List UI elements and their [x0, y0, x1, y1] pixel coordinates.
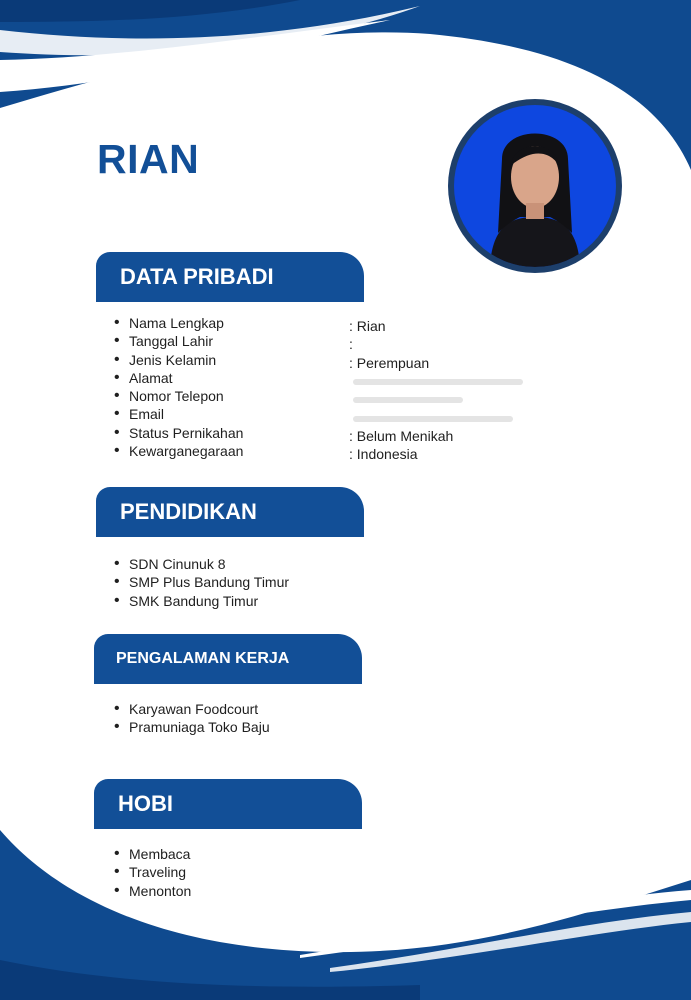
label-jenis-kelamin: • Jenis Kelamin	[110, 351, 243, 369]
label-email: • Email	[110, 405, 243, 423]
education-item: • SDN Cinunuk 8	[110, 555, 289, 573]
work-experience-item: • Karyawan Foodcourt	[110, 700, 270, 718]
value-status-pernikahan: : Belum Menikah	[349, 427, 454, 444]
avatar-illustration	[454, 105, 616, 267]
label-nomor-telepon: • Nomor Telepon	[110, 387, 243, 405]
value-jenis-kelamin: : Perempuan	[349, 354, 430, 371]
value-tanggal-lahir: :	[349, 336, 353, 353]
hobby-list	[110, 845, 191, 900]
redacted-text	[353, 416, 513, 422]
redacted-text	[353, 379, 523, 385]
work-experience-list	[110, 700, 270, 737]
label-status-pernikahan: • Status Pernikahan	[110, 424, 243, 442]
profile-photo	[448, 99, 622, 273]
label-kewarganegaraan: • Kewarganegaraan	[110, 442, 243, 460]
education-item: • SMP Plus Bandung Timur	[110, 573, 289, 591]
section-header-pengalaman-kerja: PENGALAMAN KERJA	[94, 634, 362, 684]
hobby-item: • Traveling	[110, 863, 191, 881]
education-list	[110, 555, 289, 610]
section-header-hobi: HOBI	[94, 779, 362, 829]
personal-data-values	[349, 317, 523, 463]
education-item: • SMK Bandung Timur	[110, 592, 289, 610]
redacted-text	[353, 397, 463, 403]
label-nama-lengkap: • Nama Lengkap	[110, 314, 243, 332]
section-header-pendidikan: PENDIDIKAN	[96, 487, 364, 537]
work-experience-item: • Pramuniaga Toko Baju	[110, 718, 270, 736]
section-header-data-pribadi: DATA PRIBADI	[96, 252, 364, 302]
personal-data-labels	[110, 314, 243, 460]
hobby-item: • Membaca	[110, 845, 191, 863]
value-nomor-telepon-redacted	[349, 390, 523, 408]
value-alamat-redacted	[349, 372, 523, 390]
value-nama-lengkap: : Rian	[349, 318, 386, 334]
value-kewarganegaraan: : Indonesia	[349, 446, 418, 463]
bottom-wave-dark	[0, 830, 691, 1000]
label-alamat: • Alamat	[110, 369, 243, 387]
value-email-redacted	[349, 408, 523, 426]
candidate-name: RIAN	[97, 136, 200, 182]
label-tanggal-lahir: • Tanggal Lahir	[110, 332, 243, 350]
hobby-item: • Menonton	[110, 882, 191, 900]
